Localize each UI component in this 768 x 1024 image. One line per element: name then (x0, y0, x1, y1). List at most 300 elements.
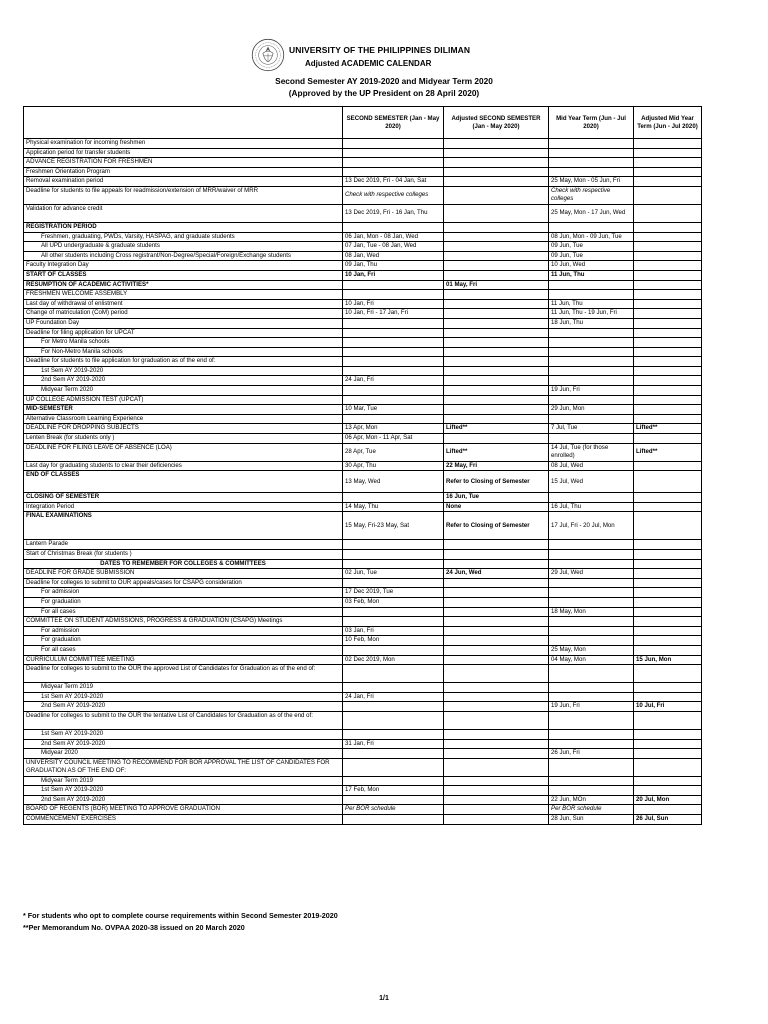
table-row (24, 366, 702, 376)
date-cell (634, 204, 702, 222)
date-cell (549, 550, 634, 560)
table-row (24, 786, 702, 796)
table-row (24, 167, 702, 177)
event-cell: REGISTRATION PERIOD (24, 222, 343, 232)
date-cell: 17 Dec 2019, Tue (343, 588, 444, 598)
date-cell: 01 May, Fri (444, 280, 549, 290)
table-row (24, 626, 702, 636)
date-cell (444, 702, 549, 712)
date-cell (343, 386, 444, 396)
date-cell (549, 395, 634, 405)
date-cell: 25 May, Mon - 17 Jun, Wed (549, 204, 634, 222)
date-cell (444, 626, 549, 636)
table-row (24, 424, 702, 434)
date-cell (444, 318, 549, 328)
table-row (24, 328, 702, 338)
event-cell: FINAL EXAMINATIONS (24, 512, 343, 540)
date-cell (444, 655, 549, 665)
date-cell (634, 309, 702, 319)
date-cell (444, 251, 549, 261)
date-cell: Lifted** (634, 443, 702, 461)
event-cell: START OF CLASSES (24, 270, 343, 280)
date-cell (343, 318, 444, 328)
date-cell (634, 357, 702, 367)
event-cell: COMMITTEE ON STUDENT ADMISSIONS, PROGRESS & GRADUATION (CSAPG) Meetings (24, 617, 343, 627)
date-cell (343, 347, 444, 357)
event-cell: 1st Sem AY 2019-2020 (24, 786, 343, 796)
event-cell: For Metro Manila schools (24, 338, 343, 348)
date-cell: 08 Jun, Mon - 09 Jun, Tue (549, 232, 634, 242)
event-cell: Alternative Classroom Learning Experience (24, 414, 343, 424)
date-cell (343, 158, 444, 168)
date-cell: 25 May, Mon - 05 Jun, Fri (549, 177, 634, 187)
date-cell: 11 Jun, Thu - 19 Jun, Fri (549, 309, 634, 319)
date-cell: 08 Jul, Wed (549, 461, 634, 471)
approval-line: (Approved by the UP President on 28 April 2020) (288, 88, 480, 98)
date-cell (549, 338, 634, 348)
date-cell (634, 318, 702, 328)
event-cell: CURRICULUM COMMITTEE MEETING (24, 655, 343, 665)
table-row (24, 729, 702, 739)
date-cell: 10 Jun, Wed (549, 261, 634, 271)
date-cell: 31 Jan, Fri (343, 739, 444, 749)
date-cell (343, 665, 444, 683)
date-cell (444, 232, 549, 242)
academic-calendar-table (23, 106, 702, 825)
date-cell: 02 Dec 2019, Mon (343, 655, 444, 665)
table-row (24, 512, 702, 540)
table-row (24, 655, 702, 665)
date-cell (634, 251, 702, 261)
date-cell (343, 559, 444, 569)
date-cell (343, 815, 444, 825)
event-cell: Change of matriculation (CoM) period (24, 309, 343, 319)
footnote: * For students who opt to complete course requirements within Second Semester 2019-2020 (23, 911, 338, 920)
date-cell (444, 395, 549, 405)
date-cell: 26 Jun, Fri (549, 749, 634, 759)
date-cell (634, 636, 702, 646)
event-cell: For all cases (24, 645, 343, 655)
table-row (24, 158, 702, 168)
date-cell (343, 578, 444, 588)
table-row (24, 357, 702, 367)
date-cell (444, 148, 549, 158)
date-cell (549, 588, 634, 598)
date-cell: Per BOR schedule (343, 805, 444, 815)
table-row (24, 443, 702, 461)
date-cell (549, 167, 634, 177)
table-row (24, 309, 702, 319)
date-cell (343, 795, 444, 805)
table-row (24, 692, 702, 702)
date-cell: 03 Jan, Fri (343, 626, 444, 636)
event-cell: Faculty Integration Day (24, 261, 343, 271)
date-cell (634, 366, 702, 376)
event-cell: For graduation (24, 597, 343, 607)
date-cell (634, 471, 702, 493)
date-cell (444, 692, 549, 702)
column-header: Adjusted Mid Year Term (Jun - Jul 2020) (634, 107, 702, 139)
table-row (24, 471, 702, 493)
date-cell (634, 158, 702, 168)
event-cell: FRESHMEN WELCOME ASSEMBLY (24, 290, 343, 300)
date-cell: 7 Jul, Tue (549, 424, 634, 434)
date-cell (634, 461, 702, 471)
table-row (24, 242, 702, 252)
date-cell: 15 Jul, Wed (549, 471, 634, 493)
date-cell: Refer to Closing of Semester (444, 512, 549, 540)
date-cell (343, 167, 444, 177)
date-cell (549, 692, 634, 702)
date-cell (343, 776, 444, 786)
date-cell (634, 261, 702, 271)
date-cell: 25 May, Mon (549, 645, 634, 655)
event-cell: Last day of withdrawal of enlistment (24, 299, 343, 309)
date-cell (444, 683, 549, 693)
date-cell (634, 347, 702, 357)
event-cell: Deadline for colleges to submit to OUR appeals/cases for CSAPG consideration (24, 578, 343, 588)
date-cell (634, 290, 702, 300)
date-cell (444, 270, 549, 280)
date-cell (634, 177, 702, 187)
event-cell: 1st Sem AY 2019-2020 (24, 366, 343, 376)
date-cell (549, 578, 634, 588)
date-cell: 22 May, Fri (444, 461, 549, 471)
date-cell (549, 139, 634, 149)
event-cell: Validation for advance credit (24, 204, 343, 222)
table-row (24, 376, 702, 386)
event-cell: Start of Christmas Break (for students ) (24, 550, 343, 560)
event-cell: Physical examination for incoming freshmen (24, 139, 343, 149)
date-cell (444, 645, 549, 655)
event-cell: For Non-Metro Manila schools (24, 347, 343, 357)
event-cell: Deadline for students to file application for graduation as of the end of: (24, 357, 343, 367)
date-cell: 13 Dec 2019, Fri - 16 Jan, Thu (343, 204, 444, 222)
date-cell (634, 328, 702, 338)
date-cell (343, 414, 444, 424)
date-cell (634, 139, 702, 149)
event-cell: Application period for transfer students (24, 148, 343, 158)
event-cell: RESUMPTION OF ACADEMIC ACTIVITIES* (24, 280, 343, 290)
event-cell: DEADLINE FOR FILING LEAVE OF ABSENCE (LOA) (24, 443, 343, 461)
date-cell (444, 617, 549, 627)
event-cell: Midyear 2020 (24, 749, 343, 759)
date-cell: 18 May, Mon (549, 607, 634, 617)
event-cell: DEADLINE FOR GRADE SUBMISSION (24, 569, 343, 579)
date-cell (634, 645, 702, 655)
table-row (24, 177, 702, 187)
calendar-subtitle: Adjusted ACADEMIC CALENDAR (305, 59, 432, 68)
table-row (24, 636, 702, 646)
date-cell (549, 280, 634, 290)
date-cell (343, 328, 444, 338)
date-cell (444, 186, 549, 204)
date-cell (343, 749, 444, 759)
date-cell (444, 177, 549, 187)
footnote: **Per Memorandum No. OVPAA 2020-38 issued on 20 March 2020 (23, 923, 245, 932)
date-cell: Per BOR schedule (549, 805, 634, 815)
date-cell: 10 Jan, Fri - 17 Jan, Fri (343, 309, 444, 319)
date-cell (444, 739, 549, 749)
calendar-title: Second Semester AY 2019-2020 and Midyear Term 2020 (275, 76, 493, 86)
date-cell (444, 597, 549, 607)
table-row (24, 261, 702, 271)
event-cell: 1st Sem AY 2019-2020 (24, 692, 343, 702)
date-cell (634, 405, 702, 415)
date-cell (343, 357, 444, 367)
event-cell: For admission (24, 626, 343, 636)
table-row (24, 617, 702, 627)
date-cell (634, 597, 702, 607)
date-cell (634, 786, 702, 796)
date-cell (444, 158, 549, 168)
date-cell (634, 167, 702, 177)
date-cell (549, 347, 634, 357)
table-row (24, 148, 702, 158)
date-cell (444, 290, 549, 300)
event-cell: UNIVERSITY COUNCIL MEETING TO RECOMMEND FOR BOR APPROVAL THE LIST OF CANDIDATES FOR GRADUATION AS OF THE END OF: (24, 758, 343, 776)
table-row (24, 711, 702, 729)
event-cell: Deadline for colleges to submit to the OUR the approved List of Candidates for Graduation as of the end of: (24, 665, 343, 683)
table-row (24, 559, 702, 569)
table-row (24, 139, 702, 149)
date-cell: Lifted** (444, 424, 549, 434)
table-row (24, 270, 702, 280)
date-cell: 29 Jul, Wed (549, 569, 634, 579)
event-cell: CLOSING OF SEMESTER (24, 493, 343, 503)
university-name: UNIVERSITY OF THE PHILIPPINES DILIMAN (289, 45, 471, 55)
date-cell (634, 729, 702, 739)
date-cell (549, 636, 634, 646)
event-cell: Freshmen Orientation Program (24, 167, 343, 177)
date-cell (549, 290, 634, 300)
event-cell: All UPD undergraduate & graduate students (24, 242, 343, 252)
table-row (24, 588, 702, 598)
date-cell (634, 502, 702, 512)
table-row (24, 299, 702, 309)
table-row (24, 434, 702, 444)
date-cell: 16 Jun, Tue (444, 493, 549, 503)
date-cell (549, 222, 634, 232)
date-cell (634, 148, 702, 158)
date-cell (444, 139, 549, 149)
date-cell (444, 222, 549, 232)
date-cell: 14 May, Thu (343, 502, 444, 512)
date-cell (634, 242, 702, 252)
date-cell: 17 Feb, Mon (343, 786, 444, 796)
table-row (24, 569, 702, 579)
table-row (24, 815, 702, 825)
date-cell (444, 805, 549, 815)
date-cell: 07 Jan, Tue - 08 Jan, Wed (343, 242, 444, 252)
date-cell (634, 617, 702, 627)
date-cell: 11 Jun, Thu (549, 270, 634, 280)
date-cell (444, 607, 549, 617)
date-cell (343, 758, 444, 776)
event-cell: Midyear Term 2020 (24, 386, 343, 396)
date-cell (343, 683, 444, 693)
date-cell: 13 May, Wed (343, 471, 444, 493)
date-cell: 10 Feb, Mon (343, 636, 444, 646)
date-cell (634, 626, 702, 636)
table-row (24, 204, 702, 222)
event-cell: 2nd Sem AY 2019-2020 (24, 795, 343, 805)
up-seal-logo (251, 38, 285, 72)
event-cell: Lenten Break (for students only ) (24, 434, 343, 444)
date-cell (343, 702, 444, 712)
event-cell: Deadline for filing application for UPCAT (24, 328, 343, 338)
date-cell: 10 Mar, Tue (343, 405, 444, 415)
date-cell (343, 493, 444, 503)
date-cell (634, 434, 702, 444)
date-cell (343, 395, 444, 405)
date-cell (634, 280, 702, 290)
date-cell (444, 366, 549, 376)
table-row (24, 338, 702, 348)
event-cell: For all cases (24, 607, 343, 617)
date-cell (634, 758, 702, 776)
date-cell (549, 328, 634, 338)
date-cell (549, 597, 634, 607)
date-cell: 17 Jul, Fri - 20 Jul, Mon (549, 512, 634, 540)
table-row (24, 395, 702, 405)
event-cell: For admission (24, 588, 343, 598)
date-cell (444, 540, 549, 550)
date-cell: 30 Apr, Thu (343, 461, 444, 471)
date-cell: 18 Jun, Thu (549, 318, 634, 328)
date-cell: 13 Apr, Mon (343, 424, 444, 434)
table-row (24, 251, 702, 261)
date-cell (549, 357, 634, 367)
event-cell: Midyear Term 2019 (24, 776, 343, 786)
date-cell: 03 Feb, Mon (343, 597, 444, 607)
date-cell: Lifted** (634, 424, 702, 434)
event-cell: MID-SEMESTER (24, 405, 343, 415)
date-cell: Check with respective colleges (549, 186, 634, 204)
date-cell: 29 Jun, Mon (549, 405, 634, 415)
event-cell: Last day for graduating students to clear their deficiencies (24, 461, 343, 471)
table-header-row (24, 107, 702, 139)
table-row (24, 347, 702, 357)
date-cell: 28 Apr, Tue (343, 443, 444, 461)
table-row (24, 683, 702, 693)
date-cell (444, 815, 549, 825)
date-cell: 09 Jun, Tue (549, 242, 634, 252)
event-cell: BOARD OF REGENTS (BOR) MEETING TO APPROVE GRADUATION (24, 805, 343, 815)
date-cell (634, 222, 702, 232)
date-cell (549, 559, 634, 569)
page-number: 1/1 (379, 995, 389, 1002)
date-cell (343, 645, 444, 655)
date-cell (343, 540, 444, 550)
event-cell: Deadline for students to file appeals for readmission/extension of MRR/waiver of MRR (24, 186, 343, 204)
date-cell (634, 414, 702, 424)
date-cell: 08 Jan, Wed (343, 251, 444, 261)
date-cell (343, 366, 444, 376)
date-cell (444, 559, 549, 569)
date-cell (634, 559, 702, 569)
event-cell: Freshmen, graduating, PWDs, Varsity, HASPAG, and graduate students (24, 232, 343, 242)
table-row (24, 776, 702, 786)
table-row (24, 805, 702, 815)
date-cell: 19 Jun, Fri (549, 702, 634, 712)
date-cell (444, 776, 549, 786)
table-row (24, 540, 702, 550)
date-cell (549, 776, 634, 786)
date-cell (634, 805, 702, 815)
column-header: SECOND SEMESTER (Jan - May 2020) (343, 107, 444, 139)
date-cell (549, 665, 634, 683)
date-cell: Check with respective colleges (343, 186, 444, 204)
event-cell: Removal examination period (24, 177, 343, 187)
date-cell (444, 636, 549, 646)
date-cell (634, 588, 702, 598)
table-row (24, 578, 702, 588)
date-cell (634, 338, 702, 348)
date-cell: 19 Jun, Fri (549, 386, 634, 396)
date-cell (634, 607, 702, 617)
date-cell (444, 328, 549, 338)
date-cell: 06 Apr, Mon - 11 Apr, Sat (343, 434, 444, 444)
date-cell (444, 204, 549, 222)
date-cell (634, 665, 702, 683)
date-cell (634, 395, 702, 405)
date-cell: Lifted** (444, 443, 549, 461)
date-cell: 15 Jun, Mon (634, 655, 702, 665)
date-cell (444, 414, 549, 424)
table-row (24, 749, 702, 759)
date-cell: 24 Jun, Wed (444, 569, 549, 579)
date-cell: 24 Jan, Fri (343, 376, 444, 386)
table-row (24, 739, 702, 749)
table-row (24, 645, 702, 655)
date-cell: 10 Jan, Fri (343, 299, 444, 309)
table-row (24, 702, 702, 712)
event-cell: UP Foundation Day (24, 318, 343, 328)
date-cell (444, 309, 549, 319)
event-cell: ADVANCE REGISTRATION FOR FRESHMEN (24, 158, 343, 168)
date-cell (634, 493, 702, 503)
date-cell (343, 550, 444, 560)
event-cell: For graduation (24, 636, 343, 646)
date-cell (549, 739, 634, 749)
column-header: Mid Year Term (Jun - Jul 2020) (549, 107, 634, 139)
event-cell: Integration Period (24, 502, 343, 512)
date-cell (634, 569, 702, 579)
date-cell (634, 376, 702, 386)
date-cell (634, 186, 702, 204)
table-row (24, 758, 702, 776)
date-cell (634, 232, 702, 242)
calendar-body (24, 107, 702, 825)
date-cell (444, 758, 549, 776)
date-cell: 13 Dec 2019, Fri - 04 Jan, Sat (343, 177, 444, 187)
date-cell (549, 729, 634, 739)
date-cell (549, 626, 634, 636)
date-cell (343, 729, 444, 739)
date-cell (549, 683, 634, 693)
table-row (24, 597, 702, 607)
event-cell: 2nd Sem AY 2019-2020 (24, 702, 343, 712)
date-cell (343, 280, 444, 290)
date-cell (634, 749, 702, 759)
date-cell: 10 Jul, Fri (634, 702, 702, 712)
date-cell (549, 434, 634, 444)
date-cell (444, 357, 549, 367)
date-cell (634, 550, 702, 560)
date-cell: None (444, 502, 549, 512)
event-cell: END OF CLASSES (24, 471, 343, 493)
